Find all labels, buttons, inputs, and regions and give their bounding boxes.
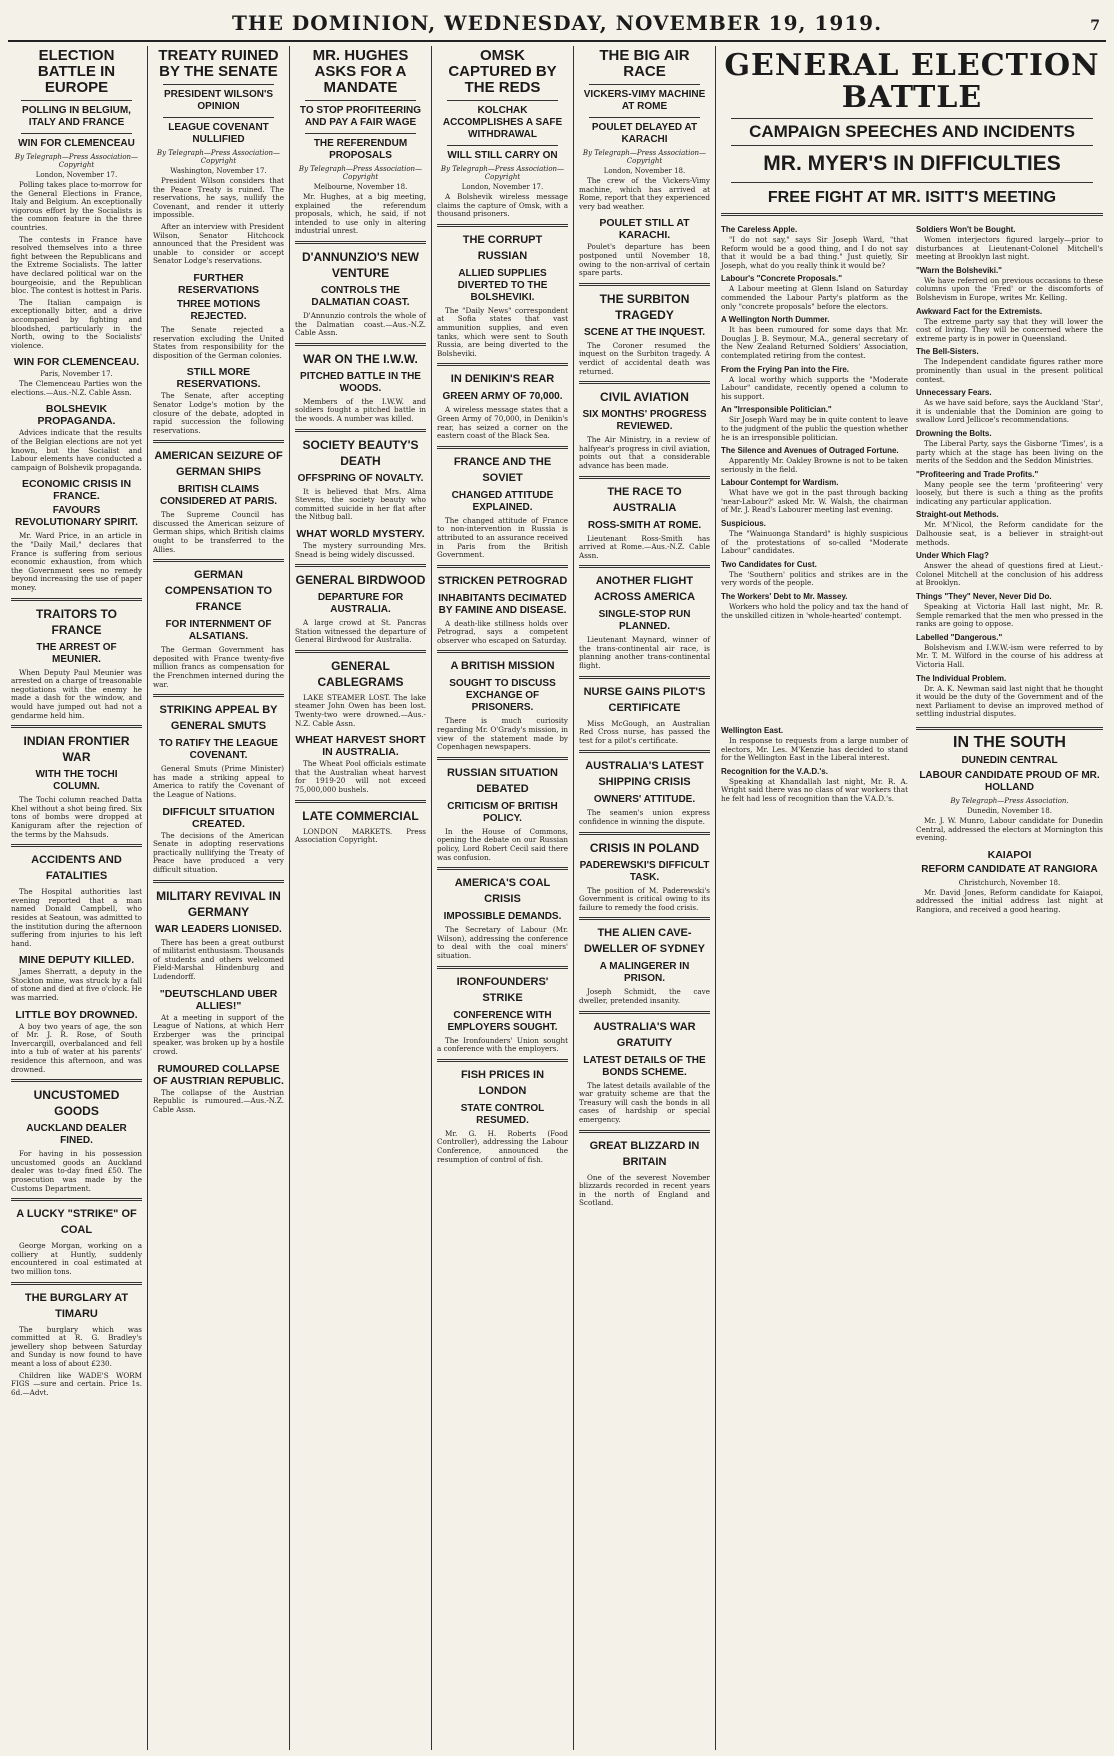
article-paragraph: The crew of the Vickers-Vimy machine, which has arrived at Rome, report that they experienced very bad weather. [579,176,710,211]
article-paragraph: The Ironfounders' Union sought a conference with the employers. [437,1035,568,1054]
article-paragraph: The Senate, after accepting Senator Lodge's motion by the closure of the debate, adopted in rapid succession the following reservations. [153,391,284,435]
article-paragraph: President Wilson considers that the Peace Treaty is ruined. The reservations, he says, nullify the Covenant, and render it utterly impossible. [153,176,284,220]
note-heading: Recognition for the V.A.D.'s. [721,766,828,776]
article-paragraph: Mr. David Jones, Reform candidate for Kaiapoi, addressed the initial address last night at Rangiora, and received a good hearing. [916,887,1103,914]
article-paragraph: The Supreme Council has discussed the American seizure of German ships, which British claims ought to be transferred to the Allies. [153,510,284,554]
page-number: 7 [1090,18,1100,34]
note-heading: Labour Contempt for Wardism. [721,478,839,488]
subheadline: LATEST DETAILS OF THE BONDS SCHEME. [583,1054,706,1078]
article-paragraph: Mr. Ward Price, in an article in the "Daily Mail," declares that France is suffering from serious economic exhaustion, from which the Government sees no remedy beyond increasing the use of paper money. [11,531,142,592]
headline: OMSK CAPTURED BY THE REDS [448,47,557,96]
subheadline: CRITICISM OF BRITISH POLICY. [447,800,558,824]
headline: GENERAL BIRDWOOD [295,573,426,588]
note-paragraph: Bolshevism and I.W.W.-ism were referred to by Mr. T. M. Wilford in the course of his address at Victoria Hall. [916,642,1103,669]
dateline: Dunedin, November 18. [967,806,1052,815]
article-paragraph: Members of the I.W.W. and soldiers fought a pitched battle in the woods. A number was killed. [295,396,426,423]
subheadline: PADEREWSKI'S DIFFICULT TASK. [579,859,710,883]
headline: SOCIETY BEAUTY'S DEATH [302,437,419,468]
section-heading: FURTHER RESERVATIONS [177,271,260,296]
election-notes-left [721,221,908,722]
headline: IN THE SOUTH [953,733,1066,751]
note-paragraph: It has been rumoured for some days that Mr. Douglas J. B. Seymour, M.A., general secretary of the New Zealand Returned Soldiers' Association, contemplated retiring from the contest. [721,325,908,360]
masthead [8,6,1106,42]
headline: MILITARY REVIVAL IN GERMANY [156,888,281,919]
headline: STRIKING APPEAL BY GENERAL SMUTS [159,704,278,733]
subheadline: THE ARREST OF MEUNIER. [36,641,117,665]
headline: RUSSIAN SITUATION DEBATED [446,766,559,795]
subheadline: CHANGED ATTITUDE EXPLAINED. [451,489,554,513]
column-1 [6,46,148,1750]
article-paragraph: Mr. Hughes, at a big meeting, explained the referendum proposals, which, he said, if not intended to use only in altering industrial unrest. [295,192,426,236]
article-paragraph: A death-like stillness holds over Petrograd, says a competent observer who escaped on Saturday. [437,618,568,645]
headline: GERMAN COMPENSATION TO FRANCE [164,569,273,614]
subheadline: WITH THE TOCHI COLUMN. [35,769,118,793]
byline: By Telegraph—Press Association—Copyright [14,153,139,169]
article-paragraph: The contests in France have resolved themselves into a three fight between the Republicans and the Extreme Socialists. The latter have declared political war on the bourgeoisie, and the Republican bloc. The contest is hottest in Paris. [11,234,142,296]
article-paragraph: Joseph Schmidt, the cave dweller, pretended insanity. [579,987,710,1005]
headline: TRAITORS TO FRANCE [36,606,117,637]
byline: By Telegraph—Press Association—Copyright [440,165,565,181]
article-paragraph: Lieutenant Maynard, winner of the trans-continental air race, is planning another trans-continental flight. [579,635,710,671]
section-heading: WIN FOR CLEMENCEAU. [13,356,140,369]
headline: AUSTRALIA'S LATEST SHIPPING CRISIS [585,760,704,789]
headline: GREAT BLIZZARD IN BRITAIN [589,1139,700,1168]
note-paragraph: Sir Joseph Ward may be in quite content to leave to the judgment of the public the question whether he is an irresponsible politician. [721,415,908,442]
byline: By Telegraph—Press Association—Copyright [298,165,423,181]
masthead-title: THE DOMINION, WEDNESDAY, NOVEMBER 19, 1919. [231,11,883,35]
article-paragraph: The German Government has deposited with France twenty-five million francs as compensation for the Frenchmen interned during the war. [153,645,284,689]
note-paragraph: Mr. M'Nicol, the Reform candidate for the Dalhousie seat, is a believer in straight-out methods. [916,520,1103,547]
section-heading: MINE DEPUTY KILLED. [18,954,135,967]
subheadline: SOUGHT TO DISCUSS EXCHANGE OF PRISONERS. [449,678,556,714]
article-paragraph: The Hospital authorities last evening reported that a man named Donald Campbell, who resides at Seatoun, was admitted to the institution during the afternoon suffering from injuries to his left hand. [11,887,143,948]
note-heading: An "Irresponsible Politician." [721,405,832,415]
subheadline: TO RATIFY THE LEAGUE COVENANT. [159,738,278,762]
section-heading: "DEUTSCHLAND UBER ALLIES!" [159,987,278,1012]
note-heading: Two Candidates for Cust. [721,559,817,569]
subheadline: ROSS-SMITH AT ROME. [587,519,702,531]
dateline: Paris, November 17. [40,370,113,379]
subheadline: CONTROLS THE DALMATIAN COAST. [311,284,410,308]
article-paragraph: The Coroner resumed the inquest on the Surbiton tragedy. A verdict of accidental death was returned. [579,340,710,376]
byline: By Telegraph—Press Association—Copyright [156,149,281,165]
note-paragraph: The extreme party say that they will lower the cost of living. They will be concerned where the extreme party is in power in Queensland. [916,316,1103,343]
article-paragraph: D'Annunzio controls the whole of the Dalmatian coast.—Aus.-N.Z. Cable Assn. [295,310,426,338]
note-heading: "Warn the Bolsheviki." [916,265,1002,275]
note-heading: The Workers' Debt to Mr. Massey. [721,592,848,602]
subheadline: FAVOURS REVOLUTIONARY SPIRIT. [15,505,138,529]
note-heading: "Profiteering and Trade Profits." [916,469,1039,479]
article-paragraph: For having in his possession uncustomed goods an Auckland dealer was to-day fined £50. The prosecution was made by the Customs Department. [11,1149,142,1193]
article-paragraph: There has been a great outburst of militarist enthusiasm. Thousands of students and others welcomed Field-Marshal Hindenburg and Ludendorff. [153,937,284,981]
section-heading: STILL MORE RESERVATIONS. [176,366,261,391]
headline: TREATY RUINED BY THE SENATE [158,47,279,80]
headline: D'ANNUNZIO'S NEW VENTURE [301,249,420,280]
subheadline: THE REFERENDUM PROPOSALS [313,138,408,161]
note-paragraph: What have we got in the past through backing 'near-Labour?' asked Mr. W. Walsh, the chairman of Mr. J. Read's Labourer meeting last evening. [721,488,908,515]
feature-subheadline: FREE FIGHT AT MR. ISITT'S MEETING [767,189,1057,206]
article-paragraph: A wireless message states that a Green Army of 70,000, in Denikin's rear, has seized a corner on the eastern coast of the Black Sea. [437,405,568,441]
article-paragraph: Lieutenant Ross-Smith has arrived at Rome.—Aus.-N.Z. Cable Assn. [579,533,710,560]
article-paragraph: The latest details available of the war gratuity scheme are that the Treasury will cash the bonds in all cases of hardship or special emergency. [579,1080,710,1124]
note-paragraph: Apparently Mr. Oakley Browne is not to be taken seriously in the field. [721,456,908,474]
article-paragraph: Polling takes place to-morrow for the General Elections in France, Italy and Belgium. An exceptionally vigorous effort by the Socialists is the common feature in the three countries. [11,180,142,232]
subheadline: LEAGUE COVENANT NULLIFIED [168,122,269,145]
subheadline: FOR INTERNMENT OF ALSATIANS. [165,619,272,643]
section-heading: WHEAT HARVEST SHORT IN AUSTRALIA. [295,734,426,759]
subheadline: SIX MONTHS' PROGRESS REVIEWED. [582,409,707,433]
subheadline: GREEN ARMY OF 70,000. [442,391,563,403]
dateline: Washington, November 17. [170,167,267,175]
article-paragraph: It is believed that Mrs. Alma Stevens, the society beauty who committed suicide in her flat after the Nitbug ball. [295,486,426,522]
subheadline: WAR LEADERS LIONISED. [155,923,282,935]
headline: ANOTHER FLIGHT ACROSS AMERICA [593,575,696,604]
note-heading: The Careless Apple. [721,225,798,234]
note-paragraph: The Independent candidate figures rather more prominently than usual in the present political contest. [916,357,1103,384]
subheadline: TO STOP PROFITEERING AND PAY A FAIR WAGE [299,105,422,128]
note-paragraph: We have referred on previous occasions to these columns upon the 'Fred' or the discomforts of Bolshevism in Europe, writes Mr. Kelling. [916,275,1103,302]
note-paragraph: In response to requests from a large number of electors, Mr. Les. M'Kenzie has decided to stand for the Wellington East in the Liberal interest. [721,735,908,763]
note-paragraph: "I do not say," says Sir Joseph Ward, "that Reform would be a good thing, and I do not say that it would be a bad thing." Just quietly, Sir Joseph, what do you really think it would be? [721,235,908,270]
note-heading: Under Which Flag? [916,551,989,561]
election-notes-lower [721,722,1103,918]
note-heading: Soldiers Won't be Bought. [916,225,1016,234]
regional-reports [916,722,1103,918]
article-paragraph: A large crowd at St. Pancras Station witnessed the departure of General Birdwood for Australia. [295,618,426,645]
article-paragraph: The collapse of the Austrian Republic is rumoured.—Aus.-N.Z. Cable Assn. [153,1087,284,1114]
article-paragraph: There is much curiosity regarding Mr. O'Grady's mission, in view of the statement made by Copenhagen newspapers. [437,716,568,752]
headline: STRICKEN PETROGRAD [437,574,568,587]
subheadline: DEPARTURE FOR AUSTRALIA. [317,592,404,616]
article-paragraph: The changed attitude of France to non-intervention in Russia is attributed to an assurance received in Paris from the British Government. [437,515,568,560]
article-paragraph: The position of M. Paderewski's Government is critical owing to its failure to remedy the food crisis. [579,885,710,912]
headline: CIVIL AVIATION [600,390,689,405]
note-paragraph: Workers who hold the policy and tax the hand of the unskilled citizen in 'whole-hearted' contempt. [721,602,908,620]
section-heading: LITTLE BOY DROWNED. [15,1008,138,1021]
subheadline: LABOUR CANDIDATE PROUD OF MR. HOLLAND [919,769,1100,793]
column-5 [574,46,716,1750]
subheadline: PRESIDENT WILSON'S OPINION [163,89,274,112]
headline: GENERAL CABLEGRAMS [317,658,404,689]
election-notes-right [916,221,1103,722]
headline: A LUCKY "STRIKE" OF COAL [16,1208,137,1237]
headline: THE CORRUPT RUSSIAN [462,233,543,262]
note-heading: Things "They" Never, Never Did Do. [916,592,1052,602]
note-paragraph: A local worthy which supports the "Moderate Labour" candidate, recently opened a column to his support. [721,374,908,401]
article-paragraph: The Air Ministry, in a review of halfyear's progress in civil aviation, points out that a considerable advance has been made. [579,435,710,470]
article-paragraph: The Tochi column reached Datta Khel without a shot being fired. Six tons of bombs were dropped at Kaniguram after the rejection of the terms by the Mahsuds. [11,795,142,839]
headline: NURSE GAINS PILOT'S CERTIFICATE [583,685,706,714]
note-heading: Unnecessary Fears. [916,388,992,398]
article-paragraph: When Deputy Paul Meunier was arrested on a charge of treasonable negotiations with the enemy he made a dash for the window, and would have jumped out had not a gendarme held him. [11,667,142,720]
note-heading: The Individual Problem. [916,673,1007,683]
subheadline: VICKERS-VIMY MACHINE AT ROME [583,89,706,112]
subheadline: PITCHED BATTLE IN THE WOODS. [300,370,421,394]
note-heading: The Bell-Sisters. [916,347,979,357]
byline: By Telegraph—Press Association—Copyright [582,149,707,165]
note-paragraph: The 'Southern' politics and strikes are in the very words of the people. [721,569,908,588]
subheadline: THREE MOTIONS REJECTED. [176,298,261,322]
dateline: London, November 17. [461,183,544,191]
article-paragraph: The Secretary of Labour (Mr. Wilson), addressing the conference to deal with the coal miners' situation. [437,925,568,960]
headline: WAR ON THE I.W.W. [303,351,418,366]
feature-subheadline: MR. MYER'S IN DIFFICULTIES [763,152,1061,175]
headline: ACCIDENTS AND FATALITIES [31,854,122,883]
headline: ELECTION BATTLE IN EUROPE [37,47,116,96]
note-heading: Suspicious. [721,519,766,529]
article-paragraph: George Morgan, working on a colliery at Huntly, suddenly encountered in coal estimated at two million tons. [11,1241,142,1276]
note-heading: Labour's "Concrete Proposals." [721,274,843,284]
subheadline: IMPOSSIBLE DEMANDS. [443,911,562,923]
dateline: London, November 18. [603,167,686,175]
article-paragraph: The "Daily News" correspondent at Sofia states that vast ammunition supplies, and even tanks, which were sent to South Russia, are being diverted to the Bolsheviki. [437,305,568,358]
article-paragraph: The Italian campaign is exceptionally bitter, and a drive accompanied by fighting and bloodshed, particularly in the North, owing to the Socialists' violence. [11,297,142,350]
column-4 [432,46,574,1750]
note-heading: Awkward Fact for the Extremists. [916,306,1043,316]
note-paragraph: The "Wainuonga Standard" is highly suspicious of the protestations of so-called "Moderate Labour" candidates. [721,529,908,556]
article-paragraph: General Smuts (Prime Minister) has made a striking appeal to America to ratify the Covenant of the League of Nations. [153,764,284,799]
note-heading: A Wellington North Dummer. [721,315,830,325]
headline: AMERICAN SEIZURE OF GERMAN SHIPS [154,450,283,479]
article-paragraph: In the House of Commons, opening the debate on our Russian policy, Lord Robert Cecil said there was confusion. [437,826,568,862]
headline: THE SURBITON TRAGEDY [599,291,690,322]
article-paragraph: The mystery surrounding Mrs. Snead is being widely discussed. [295,540,426,559]
byline: By Telegraph—Press Association. [950,796,1069,805]
section-heading: ECONOMIC CRISIS IN FRANCE. [21,478,132,503]
article-paragraph: The Clemenceau Parties won the elections.—Aus.-N.Z. Cable Assn. [11,379,142,397]
article-paragraph: Mr. G. H. Roberts (Food Controller), addressing the Labour Conference, announced the resumption of control of fish. [437,1128,568,1164]
election-notes-left-lower [721,722,908,918]
advertisement: Children like WADE'S WORM FIGS —sure and certain. Price 1s. 6d.—Advt. [11,1370,142,1397]
article-paragraph: A Bolshevik wireless message claims the capture of Omsk, with a thousand prisoners. [437,192,568,219]
subheadline: OWNERS' ATTITUDE. [593,794,696,806]
section-heading: WHAT WORLD MYSTERY. [296,527,425,540]
subheadline: WIN FOR CLEMENCEAU [18,138,135,149]
note-heading: Labelled "Dangerous." [916,632,1003,642]
column-2 [148,46,290,1750]
headline: THE RACE TO AUSTRALIA [607,485,682,514]
headline: LATE COMMERCIAL [302,808,419,823]
subheadline: KOLCHAK ACCOMPLISHES A SAFE WITHDRAWAL [442,105,563,140]
subheadline: OFFSPRING OF NOVALTY. [297,472,424,484]
headline: IRONFOUNDERS' STRIKE [456,975,549,1004]
article-paragraph: Mr. J. W. Munro, Labour candidate for Dunedin Central, addressed the electors at Mornington this evening. [916,815,1103,843]
column-3 [290,46,432,1750]
subheadline: POULET DELAYED AT KARACHI [591,122,698,145]
article-paragraph: LONDON MARKETS. Press Association Copyright. [295,826,426,845]
note-paragraph: A Labour meeting at Glenn Island on Saturday commended the Labour Party's platform as the only "concrete proposals" before the electors. [721,284,908,311]
subheadline: ALLIED SUPPLIES DIVERTED TO THE BOLSHEVIKI. [457,267,548,303]
article-paragraph: The Wheat Pool officials estimate that the Australian wheat harvest for 1919-20 will not exceed 75,000,000 bushels. [295,759,426,795]
article-paragraph: A boy two years of age, the son of Mr. J. R. Rose, of South Invercargill, overbalanced and fell into a tub of water at his parents' residence this afternoon, and was drowned. [11,1021,142,1074]
headline: THE BIG AIR RACE [599,47,690,80]
headline: THE ALIEN CAVE-DWELLER OF SYDNEY [583,927,705,956]
note-paragraph: As we have said before, says the Auckland 'Star', it is undeniable that the Dominion are going to swallow Lord Jellicoe's recommendations. [916,398,1103,425]
note-heading: The Silence and Avenues of Outraged Fortune. [721,446,899,456]
note-heading: Wellington East. [721,725,784,735]
article-paragraph: After an interview with President Wilson, Senator Hitchcock announced that the President was unable to consider or accept Senator Lodge's reservations. [153,221,284,266]
headline: FISH PRICES IN LONDON [460,1068,545,1097]
note-paragraph: Answer the ahead of questions fired at Lieut.-Colonel Mitchell at the conclusion of his address at Brooklyn. [916,561,1103,588]
column-area [6,46,1108,1750]
note-paragraph: Speaking at Victoria Hall last night, Mr. R. Semple remarked that the men who pressed in the ranks are going to oppose. [916,602,1103,629]
subheadline: DUNEDIN CENTRAL [961,754,1058,766]
note-paragraph: Women interjectors figured largely—prior to disturbances at Lieutenant-Colonel Mitchell's meeting at Brooklyn last night. [916,235,1103,262]
note-paragraph: The Liberal Party, says the Gisborne 'Times', is a party which at the stage has been living on the merits of the Seddon and the Seddon Ministries. [916,438,1103,466]
headline: THE BURGLARY AT TIMARU [24,1291,129,1320]
article-paragraph: At a meeting in support of the League of Nations, at which Herr Erzberger was the principal speaker, was broken up by a hostile crowd. [153,1012,284,1056]
headline: MR. HUGHES ASKS FOR A MANDATE [312,47,409,96]
subheadline: AUCKLAND DEALER FINED. [26,1123,127,1147]
election-notes-left-tail [721,726,908,804]
note-heading: Drowning the Bolts. [916,428,992,438]
section-heading: RUMOURED COLLAPSE OF AUSTRIAN REPUBLIC. [153,1062,284,1087]
subheadline: A MALINGERER IN PRISON. [599,961,690,985]
article-paragraph: LAKE STEAMER LOST. The lake steamer John Owen has been lost. Twenty-two were drowned.—Aus.-N.Z. Cable Assn. [295,692,426,728]
headline: AMERICA'S COAL CRISIS [454,877,551,906]
subheadline: POLLING IN BELGIUM, ITALY AND FRANCE [22,105,131,128]
section-heading: KAIAPOI [987,848,1032,861]
note-heading: Straight-out Methods. [916,510,999,520]
note-paragraph: Speaking at Khandallah last night, Mr. R. A. Wright said there was no class of war workers that he felt had less of recognition than the V.A.D.'s. [721,776,908,803]
dateline: London, November 17. [35,171,118,179]
headline: INDIAN FRONTIER WAR [23,734,130,765]
article-paragraph: Advices indicate that the results of the Belgian elections are not yet known, but the Socialist and Labour elements have conducted a campaign of Bolshevik propaganda. [11,428,142,472]
article-paragraph: Poulet's departure has been postponed until November 18, owing to the non-arrival of certain spare parts. [579,242,710,278]
headline: UNCUSTOMED GOODS [33,1088,120,1119]
headline: AUSTRALIA'S WAR GRATUITY [593,1020,696,1049]
note-paragraph: Many people see the term 'profiteering' very loosely, but there is such a thing as the profits indicating any particular application. [916,479,1103,506]
section-heading: DIFFICULT SITUATION CREATED. [162,805,275,830]
article-paragraph: James Sherratt, a deputy in the Stockton mine, was struck by a fall of stone and died at five o'clock. He was married. [11,967,142,1003]
subheadline: WILL STILL CARRY ON [447,150,558,161]
article-paragraph: The burglary which was committed at R. G. Bradley's jewellery shop between Saturday and Sunday is now found to have meant a loss of about £230. [11,1324,142,1368]
election-notes [721,221,1103,722]
article-paragraph: Miss McGough, an Australian Red Cross nurse, has passed the test for a pilot's certificate. [579,718,710,745]
subheadline: CONFERENCE WITH EMPLOYERS SOUGHT. [447,1009,558,1033]
section-heading: POULET STILL AT KARACHI. [599,217,690,242]
article-paragraph: The Senate rejected a reservation excluding the United States from responsibility for the disposition of the German colonies. [153,324,284,360]
column-6-election [716,46,1108,1750]
headline: FRANCE AND THE SOVIET [453,455,552,484]
subheadline: INHABITANTS DECIMATED BY FAMINE AND DISEASE. [438,592,567,616]
article-paragraph: One of the severest November blizzards recorded in recent years in the north of England and Scotland. [579,1172,710,1208]
note-heading: From the Frying Pan into the Fire. [721,364,850,374]
subheadline: SCENE AT THE INQUEST. [583,326,706,338]
feature-headline: GENERAL ELECTION BATTLE [724,48,1100,115]
subheadline: BRITISH CLAIMS CONSIDERED AT PARIS. [159,484,278,508]
subheadline: SINGLE-STOP RUN PLANNED. [598,609,691,633]
subheadline: REFORM CANDIDATE AT RANGIORA [921,863,1098,875]
note-paragraph: Dr. A. K. Newman said last night that he thought it would be the duty of the Government and of the next Parliament to devise an improved method of settling industrial disputes. [916,683,1103,719]
feature-subheadline: CAMPAIGN SPEECHES AND INCIDENTS [749,122,1075,141]
article-paragraph: The decisions of the American Senate in adopting reservations practically nullifying the Treaty of Peace have produced a very difficult situation. [153,830,284,874]
section-heading: BOLSHEVIK PROPAGANDA. [37,403,116,428]
headline: A BRITISH MISSION [450,660,555,673]
headline: IN DENIKIN'S REAR [450,373,555,386]
subheadline: STATE CONTROL RESUMED. [460,1102,545,1126]
headline: CRISIS IN POLAND [589,840,700,855]
article-paragraph: The seamen's union express confidence in winning the dispute. [579,808,710,827]
dateline: Melbourne, November 18. [313,183,408,191]
dateline: Christchurch, November 18. [958,878,1061,887]
